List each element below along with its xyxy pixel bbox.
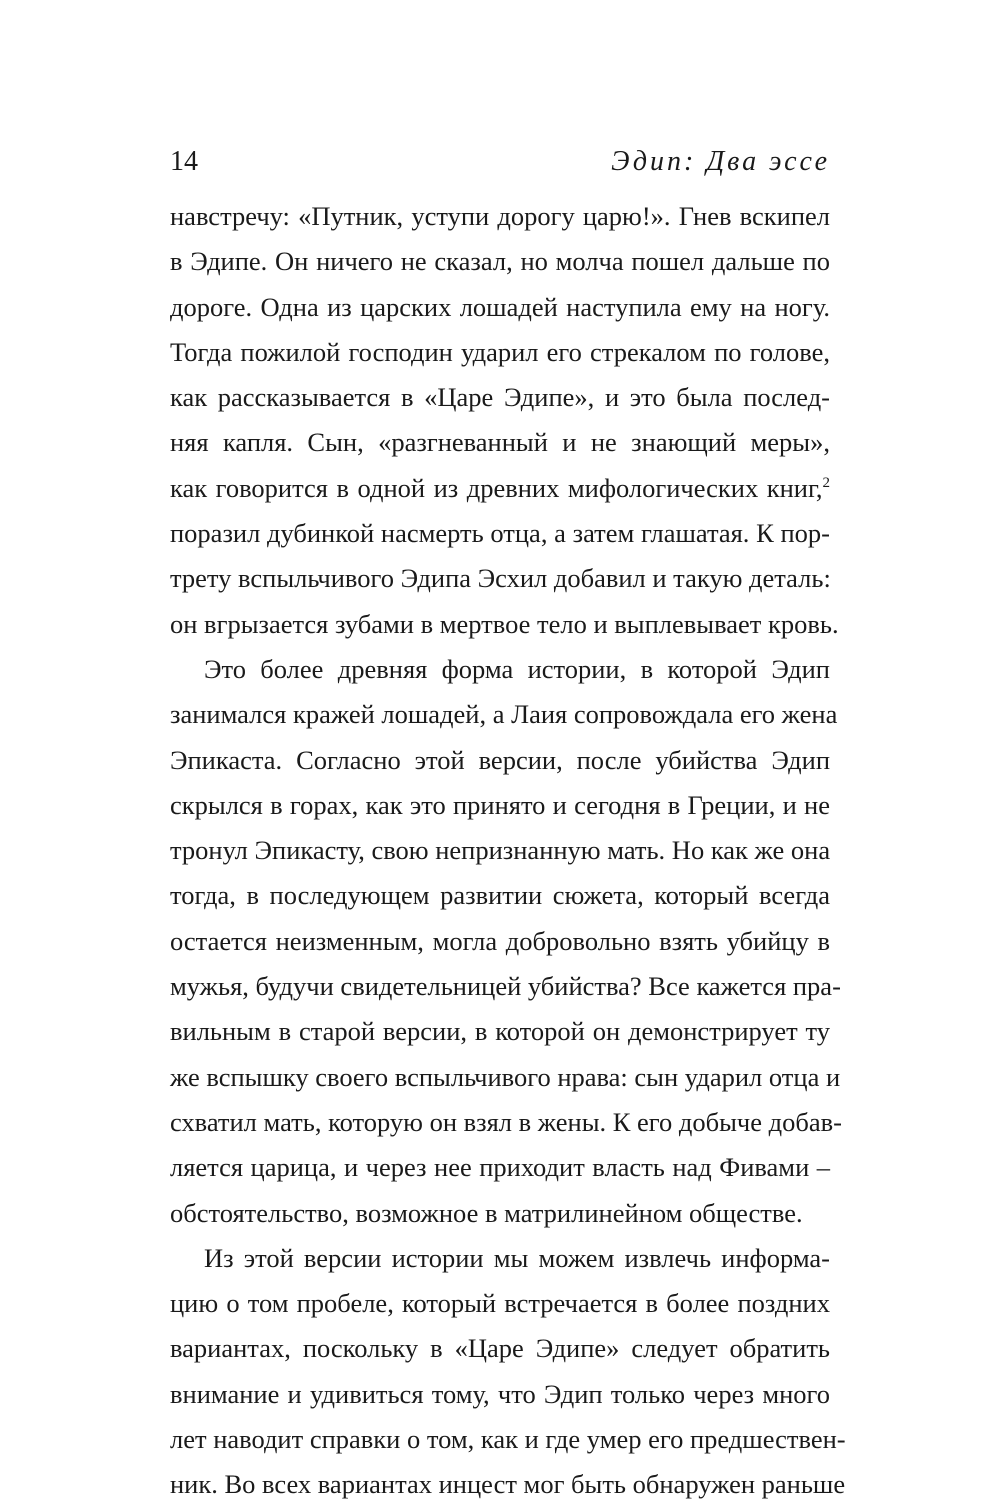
text-line: дороге. Одна из царских лошадей наступила ему на ногу. <box>170 291 830 322</box>
text-line: внимание и удивиться тому, что Эдип только через много <box>170 1378 830 1409</box>
text-line: он вгрызается зубами в мертвое тело и выплевывает кровь. <box>170 608 839 639</box>
text-line: обстоятельство, возможное в матрилинейном обществе. <box>170 1197 803 1228</box>
text-line: в Эдипе. Он ничего не сказал, но молча пошел дальше по <box>170 246 830 277</box>
text-line: поразил дубинкой насмерть отца, а затем глашатая. К пор- <box>170 518 830 549</box>
page-number: 14 <box>170 146 198 177</box>
text-line: Тогда пожилой господин ударил его стрекалом по голове, <box>170 336 830 367</box>
running-head <box>170 145 830 185</box>
text-line: ник. Во всех вариантах инцест мог быть обнаружен раньше <box>170 1469 846 1500</box>
text-line: схватил мать, которую он взял в жены. К его добыче добав- <box>170 1106 842 1137</box>
text-line: вильным в старой версии, в которой он демонстрирует ту <box>170 1016 830 1047</box>
text-line: Из этой версии истории мы можем извлечь информа- <box>204 1242 830 1273</box>
text-line: вариантах, поскольку в «Царе Эдипе» следует обратить <box>170 1333 830 1364</box>
text-line: навстречу: «Путник, уступи дорогу царю!». Гнев вскипел <box>170 201 830 231</box>
text-line-with-footnote <box>170 466 830 511</box>
text-line: занимался кражей лошадей, а Лаия сопровождала его жена <box>170 699 838 730</box>
body-text <box>170 194 846 1508</box>
text-line: тогда, в последующем развитии сюжета, который всегда <box>170 880 830 911</box>
text-line: как рассказывается в «Царе Эдипе», и это была послед- <box>170 382 830 413</box>
text-line: мужья, будучи свидетельницей убийства? Все кажется пра- <box>170 971 841 1002</box>
text-line: же вспышку своего вспыльчивого нрава: сын ударил отца и <box>170 1061 841 1092</box>
text-line: ляется царица, и через нее приходит власть над Фивами – <box>170 1152 830 1183</box>
text-line: няя капля. Сын, «разгневанный и не знающий меры», <box>170 427 830 458</box>
text-line: тронул Эпикасту, свою непризнанную мать. Но как же она <box>170 835 831 866</box>
text-line: лет наводит справки о том, как и где умер его предшествен- <box>170 1424 846 1455</box>
text-line: остается неизменным, могла добровольно взять убийцу в <box>170 925 830 956</box>
text-line: Эпикаста. Согласно этой версии, после убийства Эдип <box>170 744 830 775</box>
footnote-reference[interactable]: 2 <box>822 474 830 491</box>
text-line: трету вспыльчивого Эдипа Эсхил добавил и такую деталь: <box>170 563 831 594</box>
text-line: скрылся в горах, как это принято и сегодня в Греции, и не <box>170 789 830 820</box>
text-line: цию о том пробеле, который встречается в более поздних <box>170 1288 830 1319</box>
text-line: Это более древняя форма истории, в которой Эдип <box>204 653 830 684</box>
text-line-content: как говорится в одной из древних мифологических книг, <box>170 472 823 503</box>
book-title: Эдип: Два эссе <box>611 146 830 177</box>
